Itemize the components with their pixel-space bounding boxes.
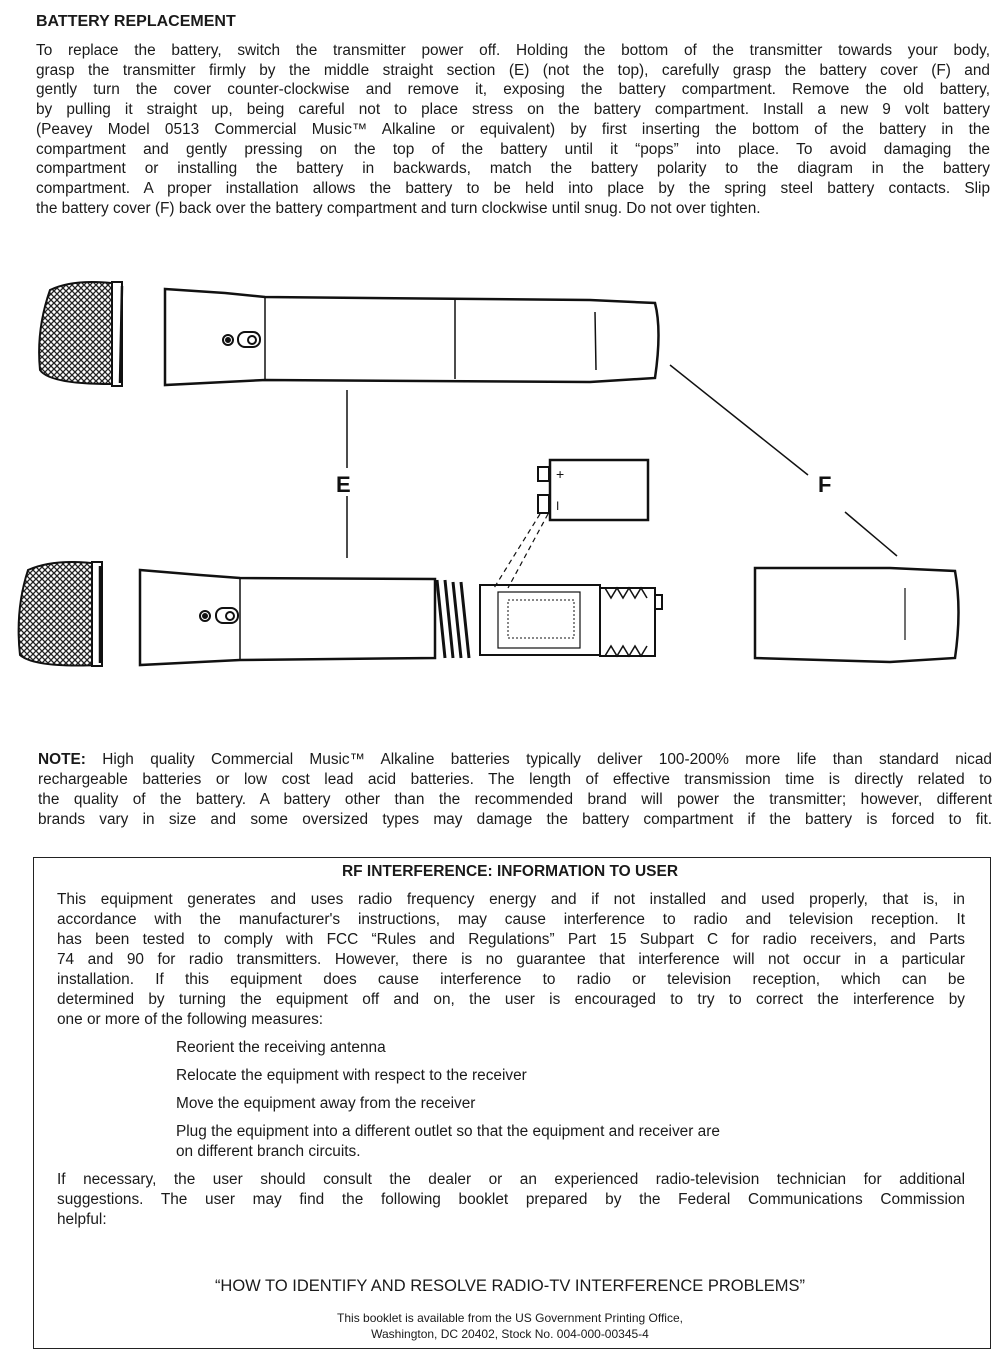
text-line: This equipment generates and uses radio frequency energy and if not installed and used properly, that is, in xyxy=(57,891,965,908)
rf-closing-paragraph xyxy=(57,1170,965,1230)
text-line xyxy=(38,750,992,770)
text-line: grasp the transmitter firmly by the middle straight section (E) (not the top), carefully grasp the battery cover (F) and xyxy=(36,61,990,79)
positive-label: + xyxy=(556,466,565,482)
note-label: NOTE: xyxy=(38,751,86,768)
text-line: one or more of the following measures: xyxy=(57,1011,324,1028)
text-line: rechargeable batteries or low cost lead acid batteries. The length of effective transmission time is directly related to xyxy=(38,771,992,788)
battery-paragraph xyxy=(36,41,990,218)
text-line: (Peavey Model 0513 Commercial Music™ Alkaline or equivalent) by first inserting the bottom of the battery in the xyxy=(36,120,990,138)
text-line: accordance with the manufacturer's instructions, may cause interference to radio and television reception. It xyxy=(57,911,965,928)
measure-item: Reorient the receiving antenna xyxy=(176,1039,386,1056)
negative-label: I xyxy=(556,499,560,513)
section-heading: BATTERY REPLACEMENT xyxy=(36,13,236,30)
9v-battery xyxy=(494,460,648,588)
booklet-title: “HOW TO IDENTIFY AND RESOLVE RADIO-TV INTERFERENCE PROBLEMS” xyxy=(214,1277,806,1295)
text-line: the quality of the battery. A battery other than the recommended brand will power the transmitter; however, different xyxy=(38,791,992,808)
text-line: compartment and gently pressing on the top of the battery until it “pops” into place. To avoid damaging the xyxy=(36,140,990,158)
measure-item: Relocate the equipment with respect to the receiver xyxy=(176,1067,527,1084)
text-line: determined by turning the equipment off and on, the user is encouraged to try to correct the interference by xyxy=(57,991,965,1008)
transmitter-diagram xyxy=(0,270,1007,690)
measure-item: Plug the equipment into a different outlet so that the equipment and receiver are xyxy=(176,1123,720,1140)
text-line: compartment. A proper installation allows the battery to be held into place by the spring steel battery contacts. Slip xyxy=(36,179,990,197)
text-line: 74 and 90 for radio transmitters. However, there is no guarantee that interference will not occur in a particular xyxy=(57,951,965,968)
text-line: has been tested to comply with FCC “Rules and Regulations” Part 15 Subpart C for radio receivers, and Parts xyxy=(57,931,965,948)
text-line-body: High quality Commercial Music™ Alkaline batteries typically deliver 100-200% more life than standard nicad xyxy=(85,751,992,768)
text-line: the battery cover (F) back over the battery compartment and turn clockwise until snug. Do not over tighten. xyxy=(36,199,761,217)
text-line: installation. If this equipment does cause interference to radio or television reception, which can be xyxy=(57,971,965,988)
label-e: E xyxy=(336,472,351,497)
label-f: F xyxy=(818,472,832,497)
text-line: by pulling it straight up, being careful not to place stress on the battery compartment. Install a new 9 volt battery xyxy=(36,101,990,119)
note-paragraph xyxy=(38,750,992,830)
open-transmitter xyxy=(19,562,662,666)
rf-paragraph xyxy=(57,890,965,1030)
battery-cover xyxy=(755,568,959,662)
measure-item: Move the equipment away from the receiver xyxy=(176,1095,476,1112)
booklet-availability xyxy=(0,1310,1007,1342)
text-line: suggestions. The user may find the following booklet prepared by the Federal Communications Commission xyxy=(57,1191,965,1208)
text-line: If necessary, the user should consult the dealer or an experienced radio-television technician for additional xyxy=(57,1171,965,1188)
text-line: This booklet is available from the US Government Printing Office, xyxy=(337,1311,683,1325)
text-line: gently turn the cover counter-clockwise and remove it, exposing the battery compartment. Remove the old battery, xyxy=(36,81,990,99)
assembled-transmitter xyxy=(39,282,658,386)
text-line: brands vary in size and some oversized types may damage the battery compartment if the battery is forced to fit. xyxy=(38,811,992,828)
text-line: Washington, DC 20402, Stock No. 004-000-00345-4 xyxy=(371,1327,649,1341)
text-line: helpful: xyxy=(57,1211,107,1228)
measure-item-continued: on different branch circuits. xyxy=(176,1143,361,1160)
rf-heading: RF INTERFERENCE: INFORMATION TO USER xyxy=(341,863,679,880)
text-line: To replace the battery, switch the transmitter power off. Holding the bottom of the transmitter towards your body, xyxy=(36,42,990,59)
text-line: compartment or installing the battery in backwards, match the battery polarity to the diagram in the battery xyxy=(36,160,990,178)
